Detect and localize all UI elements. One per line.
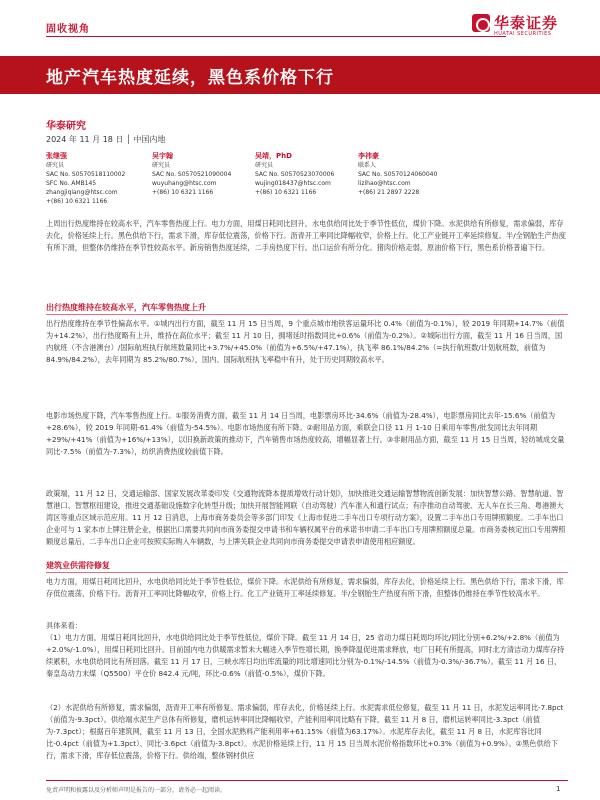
section-title-travel: 出行热度维持在较高水平，汽车零售热度上升 — [46, 303, 206, 312]
section-divider — [46, 572, 568, 573]
summary-paragraph: 上周出行热度维持在较高水平，汽车零售热度上行。电力方面，用煤日耗同比回升，水电供给同比处于季节性低位，煤价下降。水泥供给有所修复，需求偏弱，库存去化，价格延续上行。黑色供给下行，需求下滑，库存低位震荡，价格下行。沥青开工率同比降幅收窄，价格上行。化工产业链开工率延续修复。半/全钢胎生产热度有所下滑，但整体仍维持在季节性较高水平。新房销售热度延续，二手房热度下行。出口运价有所分化。猪肉价格走弱，原油价格下行，黑色系价格普遍下行。 — [46, 219, 566, 252]
company-logo — [472, 12, 572, 42]
report-title: 地产汽车热度延续，黑色系价格下行 — [46, 68, 334, 88]
page-number: 1 — [556, 785, 561, 793]
analyst-card — [152, 152, 231, 197]
section-label: 固收视角 — [46, 24, 90, 35]
analyst-sac: SAC No. S0570124060040 — [358, 171, 438, 178]
report-date: 2024 年 11 月 18 日 │ 中国内地 — [46, 135, 166, 144]
analyst-phone: +(86) 21 2897 2228 — [358, 189, 420, 196]
section-title-construction: 建筑业供需待修复 — [46, 561, 110, 570]
analyst-email[interactable]: zhangjiqiang@htsc.com — [46, 189, 118, 196]
logo-cn-text: 华泰证券 — [494, 14, 559, 32]
analyst-card — [358, 152, 437, 197]
detail-heading: 具体来看： — [46, 621, 82, 630]
analyst-role: 研究员 — [46, 162, 65, 169]
analyst-name: 吴靖，PhD — [255, 152, 292, 160]
analyst-role: 联系人 — [358, 162, 377, 169]
power-paragraph: （1）电力方面，用煤日耗同比回升，水电供给同比处于季节性低位，煤价下降。截至 11 月 14 日，25 省动力煤日耗周均环比/同比分别+6.2%/+2.8%（前值为+2.0%/-1.0%），用煤日耗同比回升。目前国内电力供暖需求暂未大幅进入季节性增长期，换季降温促进需求释放，电厂日耗有所提高，同时北方清洁动力煤库存持续累积，水电供给同比有所回落。截至 11 月 17 日，三峡水库日均出库流量的同比增速同比分别为-0.1%/-14.5%（前值为-0.3%/-36.7%）。截至 11 月 16 日，秦皇岛动力末煤（Q5500）平仓价 842.4 元/吨，环比-0.6%（前值-0.5%），煤价下降。 — [46, 633, 565, 678]
footer-divider — [46, 780, 568, 781]
title-banner — [0, 56, 600, 94]
analyst-sac: SAC No. S0570523070006 — [255, 171, 335, 178]
analyst-phone: +(86) 10 6321 1166 — [46, 198, 108, 205]
analyst-name: 张继强 — [46, 152, 67, 160]
analyst-phone: +(86) 10 6321 1166 — [152, 189, 214, 196]
section-divider — [46, 314, 568, 315]
analyst-email[interactable]: wuyuhang@htsc.com — [152, 180, 217, 187]
supply-demand-paragraph: 电力方面，用煤日耗同比回升，水电供给同比处于季节性低位，煤价下降。水泥供给有所修复，需求偏弱，库存去化，价格延续上行。黑色供给下行，需求下滑，库存低位震荡，价格下行。沥青开工率同比降幅收窄，价格上行。化工产业链开工率延续修复。半/全钢胎生产热度有所下滑，但整体仍维持在季节性较高水平。 — [46, 577, 564, 598]
analyst-email[interactable]: wujing018437@htsc.com — [255, 180, 331, 187]
logo-mark-icon — [472, 14, 490, 32]
disclaimer-text: 免责声明和披露以及分析师声明是报告的一部分，请务必一起阅读。 — [46, 787, 227, 794]
header-divider — [46, 36, 506, 37]
analyst-sfc: SFC No. AMB145 — [46, 180, 97, 187]
analyst-name: 吴宇翰 — [152, 152, 173, 160]
travel-paragraph: 出行热度维持在季节性偏高水平。①城内出行方面，截至 11 月 15 日当周，9 个重点城市地铁客运量环比 0.4%（前值为-0.1%），较 2019 年同期+14.7%（前值为+14.2%），出行热度略有上升，维持在高位水平；截至 11 月 10 日，拥堵延时指数同比+0.6%（前值为-0.2%）。②城际出行方面，截至 11 月 16 日当周，国内航班（不含港澳台）/国际航班执行航班数量同比+3.7%/+45.0%（前值为+6.5%/+47.1%），执飞率 86.1%/84.2%（=执行航班数/计划航班数，前值为 84.9%/84.2%），去年同期为 85.2%/80.7%），国内、国际航班执飞率稳中有升，处于历史同期较高水平。 — [46, 319, 565, 364]
policy-paragraph: 政策端，11 月 12 日，交通运输部、国家发展改革委印发《交通物流降本提质增效行动计划》，加快推进交通运输智慧物流创新发展：加快智慧公路、智慧航道、智慧港口、智慧枢纽建设，推进交通基础设施数字化转型升级；加快开展智能网联（自动驾驶）汽车准入和通行试点；有序推动自动驾驶、无人车在长三角、粤港澳大湾区等重点区域示范应用。11 月 12 日消息，上海市商务委员会等多部门印发《上海市促进二手车出口专项行动方案》，设置二手车出口专用牌照额度。二手车出口企业可与 1 家本市上牌注册企业，根据出口需要共同向市商务委提交申请书和车辆权属平台的承诺书申请二手车出口专用牌照额度总量。市商务委核定出口专用牌照额度总量后，二手车出口企业可按照实际购入车辆数，与上牌关联企业共同向市商务委提交申请表申请使用相应额度。 — [46, 489, 566, 546]
cement-paragraph: （2）水泥供给有所修复，需求偏弱，沥青开工率有所修复。需求偏弱，库存去化，价格延续上行。水泥需求低位修复，截至 11 月 11 日，水泥发运率同比-7.8pct（前值为-9.3pct）。供给端水泥生产总体有所修复，磨机运转率同比降幅收窄，产能利用率同比略有下降，截至 11 月 8 日，磨机运转率同比-3.3pct（前值为-7.3pct）；根据百年建筑网，截至 11 月 13 日，全国水泥熟料产能利用率+61.15%（前值为63.17%）。水泥库存去化，截至 11 月 8 日，水泥库容比同比-0.4pct（前值为+1.3pct）、同比-3.6pct（前值为-3.8pct）。水泥价格延续上行，11 月 15 日当周水泥价格指数环比+0.3%（前值为+0.9%）。②黑色供给下行，需求下滑，库存低位震荡，价格下行。供给端，整体钢材供应 — [46, 703, 564, 760]
analyst-sac: SAC No. S0570521090004 — [152, 171, 232, 178]
logo-en-text: HUATAI SECURITIES — [494, 31, 552, 37]
analyst-phone: +(86) 10 6321 1166 — [255, 189, 317, 196]
analyst-role: 研究员 — [152, 162, 171, 169]
analyst-sac: SAC No. S0570518110002 — [46, 171, 126, 178]
analyst-card — [255, 152, 334, 197]
analyst-card — [46, 152, 125, 206]
analyst-email[interactable]: lizihao@htsc.com — [358, 180, 411, 187]
consumption-paragraph: 电影市场热度下降，汽车零售热度上行。①服务消费方面，截至 11 月 14 日当周，电影票房环比-34.6%（前值为-28.4%），电影票房同比去年-15.6%（前值为+28.6%），较 2019 年同期-61.4%（前值为-54.5%）。电影市场热度有所下降。②耐用品方面，乘联会口径 11 月 1-10 日乘用车零售/批发同比去年同期+29%/+41%（前值为+16%/+13%），以旧换新政策的推动下，汽车销售市场热度较高，增幅显著上行。③非耐用品方面，截至 11 月 15 日当周，轻纺城成交量同比-7.5%（前值为-7.3%），纺织消费热度较前值下降。 — [46, 411, 565, 456]
analyst-role: 研究员 — [255, 162, 274, 169]
org-name: 华泰研究 — [46, 121, 86, 132]
analyst-name: 李祎豪 — [358, 152, 379, 160]
